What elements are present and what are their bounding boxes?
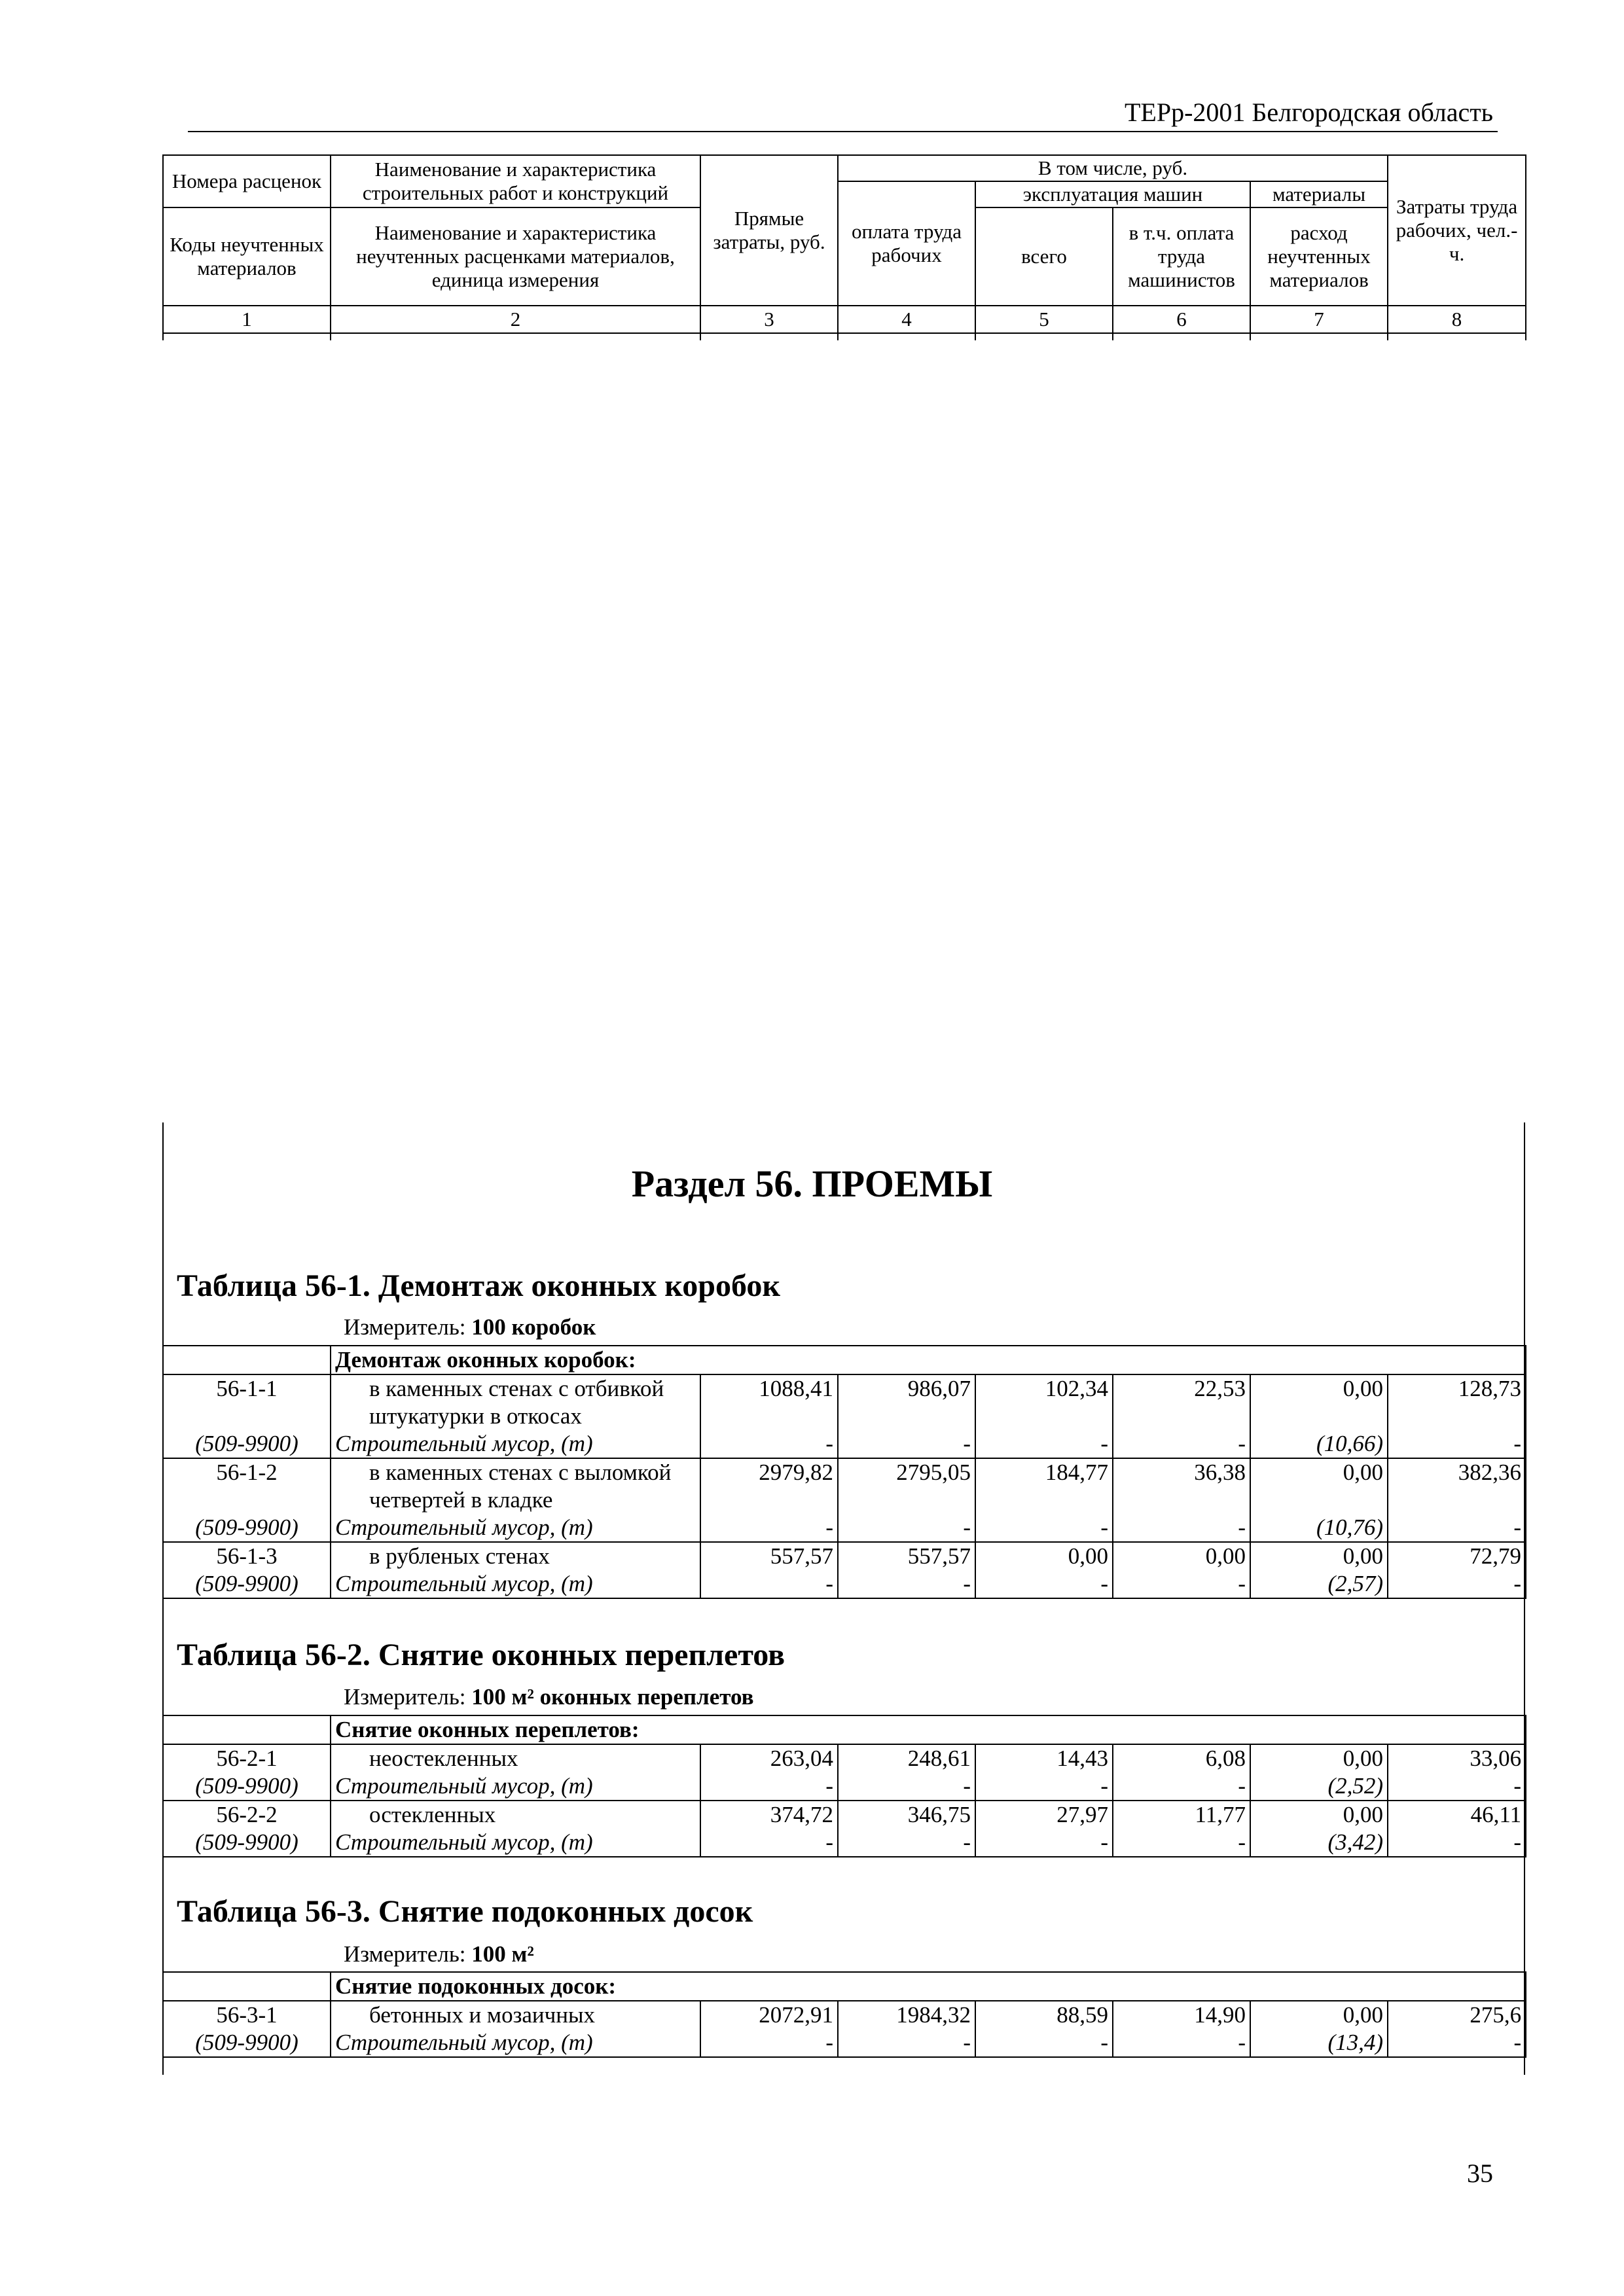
- header-material-names: Наименование и характеристика неучтенных расценками материалов, единица измерения: [331, 207, 700, 306]
- operator-wages: 14,90: [1113, 2001, 1250, 2029]
- header-direct-costs: Прямые затраты, руб.: [700, 155, 838, 306]
- value: -: [700, 1430, 838, 1458]
- labor-costs: 382,36: [1388, 1458, 1526, 1514]
- rate-name: бетонных и мозаичных: [331, 2001, 700, 2029]
- value: -: [975, 1829, 1113, 1857]
- value: -: [1388, 1430, 1526, 1458]
- measure-label: Измеритель:: [344, 1941, 466, 1967]
- header-material-codes: Коды неучтенных материалов: [163, 207, 331, 306]
- measure-label: Измеритель:: [344, 1684, 466, 1710]
- labor-costs: 33,06: [1388, 1744, 1526, 1772]
- machines-total: 0,00: [975, 1542, 1113, 1570]
- materials: 0,00: [1250, 2001, 1388, 2029]
- rate-code: 56-1-3: [163, 1542, 331, 1570]
- table-measure: [344, 1314, 596, 1340]
- table-measure: [344, 1684, 754, 1710]
- wages: 346,75: [838, 1801, 975, 1829]
- measure-value: 100 м² оконных переплетов: [471, 1684, 754, 1710]
- material-code: (509-9900): [163, 1570, 331, 1598]
- value: -: [1388, 1514, 1526, 1542]
- rate-name: в каменных стенах с выломкой четвертей в кладке: [331, 1458, 700, 1514]
- material-code: (509-9900): [163, 2029, 331, 2057]
- value: -: [838, 2029, 975, 2057]
- header-material-consumption: расход неучтенных материалов: [1250, 207, 1388, 306]
- table-row: [163, 1374, 1526, 1430]
- table-row: [163, 1744, 1526, 1772]
- value: -: [838, 1829, 975, 1857]
- rate-name: в рубленых стенах: [331, 1542, 700, 1570]
- material-row: [163, 1570, 1526, 1598]
- machines-total: 27,97: [975, 1801, 1113, 1829]
- wages: 557,57: [838, 1542, 975, 1570]
- operator-wages: 22,53: [1113, 1374, 1250, 1430]
- rates-table-56-3: [162, 1971, 1526, 2058]
- value: -: [838, 1514, 975, 1542]
- table-row: [163, 2001, 1526, 2029]
- value: -: [1388, 2029, 1526, 2057]
- material-row: [163, 1430, 1526, 1458]
- material-row: [163, 1829, 1526, 1857]
- header-rate-numbers: Номера расценок: [163, 155, 331, 207]
- column-number: 3: [700, 306, 838, 333]
- value: -: [838, 1570, 975, 1598]
- direct-costs: 374,72: [700, 1801, 838, 1829]
- rate-code: 56-3-1: [163, 2001, 331, 2029]
- material-consumption: (3,42): [1250, 1829, 1388, 1857]
- measure-value: 100 коробок: [471, 1314, 596, 1340]
- labor-costs: 72,79: [1388, 1542, 1526, 1570]
- value: -: [700, 2029, 838, 2057]
- rate-code: 56-1-1: [163, 1374, 331, 1430]
- value: -: [975, 1514, 1113, 1542]
- column-number: 5: [975, 306, 1113, 333]
- wages: 986,07: [838, 1374, 975, 1430]
- value: -: [1113, 1829, 1250, 1857]
- rate-code: 56-2-2: [163, 1801, 331, 1829]
- value: -: [700, 1829, 838, 1857]
- header-operator-wages: в т.ч. оплата труда машинистов: [1113, 207, 1250, 306]
- material-name: Строительный мусор, (т): [331, 2029, 700, 2057]
- value: -: [1113, 1430, 1250, 1458]
- material-name: Строительный мусор, (т): [331, 1772, 700, 1801]
- material-name: Строительный мусор, (т): [331, 1829, 700, 1857]
- value: -: [1388, 1772, 1526, 1801]
- value: -: [838, 1430, 975, 1458]
- labor-costs: 275,6: [1388, 2001, 1526, 2029]
- value: -: [700, 1772, 838, 1801]
- value: -: [975, 1772, 1113, 1801]
- material-name: Строительный мусор, (т): [331, 1430, 700, 1458]
- value: -: [975, 1570, 1113, 1598]
- table-measure: [344, 1941, 534, 1967]
- materials: 0,00: [1250, 1458, 1388, 1514]
- value: -: [1113, 2029, 1250, 2057]
- value: -: [1113, 1514, 1250, 1542]
- value: -: [700, 1570, 838, 1598]
- value: -: [1113, 1570, 1250, 1598]
- header-including: В том числе, руб.: [838, 155, 1388, 181]
- material-consumption: (13,4): [1250, 2029, 1388, 2057]
- materials: 0,00: [1250, 1801, 1388, 1829]
- column-number: 4: [838, 306, 975, 333]
- material-consumption: (10,76): [1250, 1514, 1388, 1542]
- wages: 248,61: [838, 1744, 975, 1772]
- operator-wages: 11,77: [1113, 1801, 1250, 1829]
- materials: 0,00: [1250, 1744, 1388, 1772]
- column-number: 2: [331, 306, 700, 333]
- group-heading: Снятие подоконных досок:: [331, 1972, 1526, 2001]
- wages: 2795,05: [838, 1458, 975, 1514]
- header-rule: [188, 131, 1498, 132]
- material-row: [163, 2029, 1526, 2057]
- header-column-numbers: [163, 306, 1526, 333]
- material-code: (509-9900): [163, 1430, 331, 1458]
- value: -: [975, 1430, 1113, 1458]
- value: -: [1388, 1570, 1526, 1598]
- material-code: (509-9900): [163, 1514, 331, 1542]
- direct-costs: 2072,91: [700, 2001, 838, 2029]
- group-heading: Демонтаж оконных коробок:: [331, 1346, 1526, 1374]
- labor-costs: 128,73: [1388, 1374, 1526, 1430]
- value: -: [700, 1514, 838, 1542]
- header-work-name: Наименование и характеристика строительных работ и конструкций: [331, 155, 700, 207]
- measure-label: Измеритель:: [344, 1314, 466, 1340]
- rate-code: 56-1-2: [163, 1458, 331, 1514]
- table-row: [163, 1542, 1526, 1570]
- material-consumption: (2,52): [1250, 1772, 1388, 1801]
- column-number: 6: [1113, 306, 1250, 333]
- material-row: [163, 1772, 1526, 1801]
- section-title: Раздел 56. ПРОЕМЫ: [631, 1162, 993, 1205]
- table-title: Таблица 56-3. Снятие подоконных досок: [177, 1894, 753, 1929]
- operator-wages: 0,00: [1113, 1542, 1250, 1570]
- value: -: [1113, 1772, 1250, 1801]
- value: -: [838, 1772, 975, 1801]
- header-wages: оплата труда рабочих: [838, 181, 975, 306]
- column-number: 7: [1250, 306, 1388, 333]
- material-code: (509-9900): [163, 1772, 331, 1801]
- table-title: Таблица 56-2. Снятие оконных переплетов: [177, 1638, 785, 1672]
- operator-wages: 36,38: [1113, 1458, 1250, 1514]
- machines-total: 88,59: [975, 2001, 1113, 2029]
- rate-name: в каменных стенах с отбивкой штукатурки в откосах: [331, 1374, 700, 1430]
- rates-table-56-1: [162, 1345, 1526, 1599]
- direct-costs: 1088,41: [700, 1374, 838, 1430]
- header-labor-costs: Затраты труда рабочих, чел.-ч.: [1388, 155, 1526, 306]
- rate-name: неостекленных: [331, 1744, 700, 1772]
- table-row: [163, 1458, 1526, 1514]
- table-row: [163, 1801, 1526, 1829]
- material-consumption: (2,57): [1250, 1570, 1388, 1598]
- material-code: (509-9900): [163, 1829, 331, 1857]
- direct-costs: 263,04: [700, 1744, 838, 1772]
- measure-value: 100 м²: [471, 1941, 534, 1967]
- material-consumption: (10,66): [1250, 1430, 1388, 1458]
- wages: 1984,32: [838, 2001, 975, 2029]
- table-title: Таблица 56-1. Демонтаж оконных коробок: [177, 1268, 781, 1303]
- column-header-table: [162, 154, 1526, 340]
- labor-costs: 46,11: [1388, 1801, 1526, 1829]
- column-number: 8: [1388, 306, 1526, 333]
- direct-costs: 2979,82: [700, 1458, 838, 1514]
- rate-name: остекленных: [331, 1801, 700, 1829]
- material-row: [163, 1514, 1526, 1542]
- value: -: [975, 2029, 1113, 2057]
- document-header-title: ТЕРр-2001 Белгородская область: [1124, 98, 1493, 127]
- direct-costs: 557,57: [700, 1542, 838, 1570]
- group-heading: Снятие оконных переплетов:: [331, 1715, 1526, 1744]
- header-machines: эксплуатация машин: [975, 181, 1250, 207]
- operator-wages: 6,08: [1113, 1744, 1250, 1772]
- material-name: Строительный мусор, (т): [331, 1570, 700, 1598]
- column-number: 1: [163, 306, 331, 333]
- rates-table-56-2: [162, 1715, 1526, 1857]
- value: -: [1388, 1829, 1526, 1857]
- header-machines-total: всего: [975, 207, 1113, 306]
- machines-total: 102,34: [975, 1374, 1113, 1430]
- materials: 0,00: [1250, 1374, 1388, 1430]
- machines-total: 14,43: [975, 1744, 1113, 1772]
- page-number: 35: [1467, 2159, 1493, 2188]
- machines-total: 184,77: [975, 1458, 1113, 1514]
- header-materials: материалы: [1250, 181, 1388, 207]
- material-name: Строительный мусор, (т): [331, 1514, 700, 1542]
- materials: 0,00: [1250, 1542, 1388, 1570]
- rate-code: 56-2-1: [163, 1744, 331, 1772]
